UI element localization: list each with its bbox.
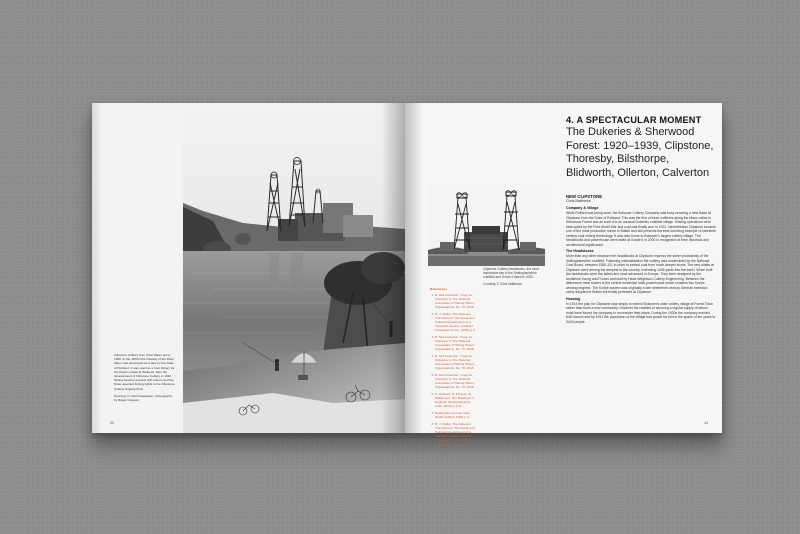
caption-credit: Courtesy © Chris Matthews bbox=[483, 281, 522, 286]
references-heading: References bbox=[430, 287, 447, 291]
right-page bbox=[405, 103, 722, 447]
article-body bbox=[566, 195, 716, 326]
author-name: Chris Matthews bbox=[566, 199, 591, 204]
body-paragraph: While Rufford was being sunk, the Bolsover Colliery Company was busy securing a new lease at Clipstone from the Duke of Portland. This was the first of three collieries along the Maun valley in Sherwood Forest and as such it is an unusual Dukeries coalfield village. Sinking operations were interrupted by the First World War and coal was finally won in 1922. Nevertheless Clipstone became one of the most productive mines in Britain and still presents the best surviving example of twentieth century coal mining technology. It was also home to Bolsover's largest colliery village. The headstocks and powerhouse were listed at Grade II in 2000 in recognition of their historical and architectural significance. bbox=[566, 211, 717, 247]
left-page bbox=[92, 103, 405, 433]
chapter-title: 4. A SPECTACULAR MOMENT bbox=[566, 115, 702, 125]
reference-item: 2. R. J. Waller, The Dukeries Transformed: The Social and Political Development of a Twentieth Century Coalfield (Clarendon Press, 1983), p.4. bbox=[435, 312, 478, 332]
subheading: Housing bbox=[566, 296, 581, 301]
page-edge bbox=[92, 103, 102, 433]
open-book bbox=[92, 103, 722, 447]
section-title: NEW CLIPSTONE bbox=[566, 194, 603, 199]
reference-item: 6. C. Hartwell, N. Pevsner, E. Williamson, The Buildings of England: Nottinghamshire (Yale, 2020), p.174. bbox=[435, 392, 478, 408]
colliery-pond-photo bbox=[183, 103, 405, 433]
body-paragraph: In 1914 the plan for Clipstone was simply to extend Bolsover's older colliery village at Forest Town rather than build a new community. However the realities of securing a regular supply of labour must have forced the company to reconsider their plans. During the 1920s the company erected 648 houses and by 1931 the population of the village had grown six fold in the space of ten years to 3443 people. bbox=[566, 301, 716, 324]
body-paragraph: More than any other structure the headstocks at Clipstone express the sheer productivity of the Nottinghamshire coalfield. Following nationalisation the colliery was modernised by the National Coal Board, between 1950–53, in order to extract coal from much deeper levels. The new shafts at Clipstone were among the deepest in the country, extending 1006 yards into the earth. When built the headstocks were the tallest and most advanced in Europe. They were designed by the architects Young and Purves and built by Head Wrightson Colliery Engineering. Between the latticework steel towers is the central modernist brick powerhouse which contains two Koepe winding engines. The Koepe system was originally a late nineteenth century German invention rarely adopted in Britain but finally perfected at Clipstone. bbox=[566, 254, 714, 295]
chapter-heading bbox=[566, 115, 716, 180]
caption-credit: Courtesy © Chell newspaper, photography by Roger Grayson bbox=[114, 393, 173, 403]
page-number-right: 43 bbox=[704, 421, 708, 425]
chapter-subtitle: The Dukeries & Sherwood Forest: 1920–1939, Clipstone, Thoresby, Bilsthorpe, Blidworth, Ollerton, Calverton bbox=[566, 126, 714, 179]
reference-item: 4. B. Nell Culverton, 'Coop for Clipstone' in The National Association of Mining History Organisations, No. 70, 2018. bbox=[435, 354, 478, 370]
left-photo-caption bbox=[114, 353, 176, 405]
subheading: The Headstocks bbox=[566, 248, 594, 253]
reference-item: 1. B. Nell Culverton, 'Coop for Clipstone' in The National Association of Mining History Organisations, No. 70, 2018. bbox=[435, 293, 478, 309]
reference-item: 3. B. Nell Culverton, 'Coop for Clipstone' in The National Association of Mining History Organisations, No. 70, 2018. bbox=[435, 335, 478, 351]
page-number-left: 42 bbox=[110, 421, 114, 425]
caption-text: Clipstone Colliery headstocks, the most impressive site in the Nottinghamshire coalfield and Grade II listed in 2000. bbox=[483, 267, 539, 280]
gutter-shadow bbox=[405, 103, 423, 433]
caption-text: Clipstone Colliery from Vicar Water pond, 1968. In the 1870s this tributary of the River Maun was developed as a lake by the Duke of Portland. It was used as a trout fishery for the Duke's estate at Welbeck. After the development of Clipstone Colliery in 1922 fishing became popular with miners and the Duke awarded fishing rights to the Clipstone Colliery Angling Club. bbox=[114, 353, 175, 391]
reference-item: 8. R. J. Waller, The Dukeries Transformed: The Social and Political Development of a Twentieth Century Coalfield (Clarendon Press, 1983), pp.27 & 76. bbox=[435, 422, 478, 447]
reference-item: 5. B. Nell Culverton, 'Coop for Clipstone' in The National Association of Mining History Organisations, No. 70, 2018. bbox=[435, 373, 478, 389]
gutter-shadow bbox=[381, 103, 405, 433]
subheading: Company & Village bbox=[566, 205, 599, 210]
references-list bbox=[430, 287, 478, 449]
headstocks-photo bbox=[428, 184, 545, 266]
reference-item: 7. Nottingham Journal, New Heath Colliery, 1928, p.4. bbox=[435, 411, 478, 419]
headstocks-caption bbox=[483, 267, 543, 288]
